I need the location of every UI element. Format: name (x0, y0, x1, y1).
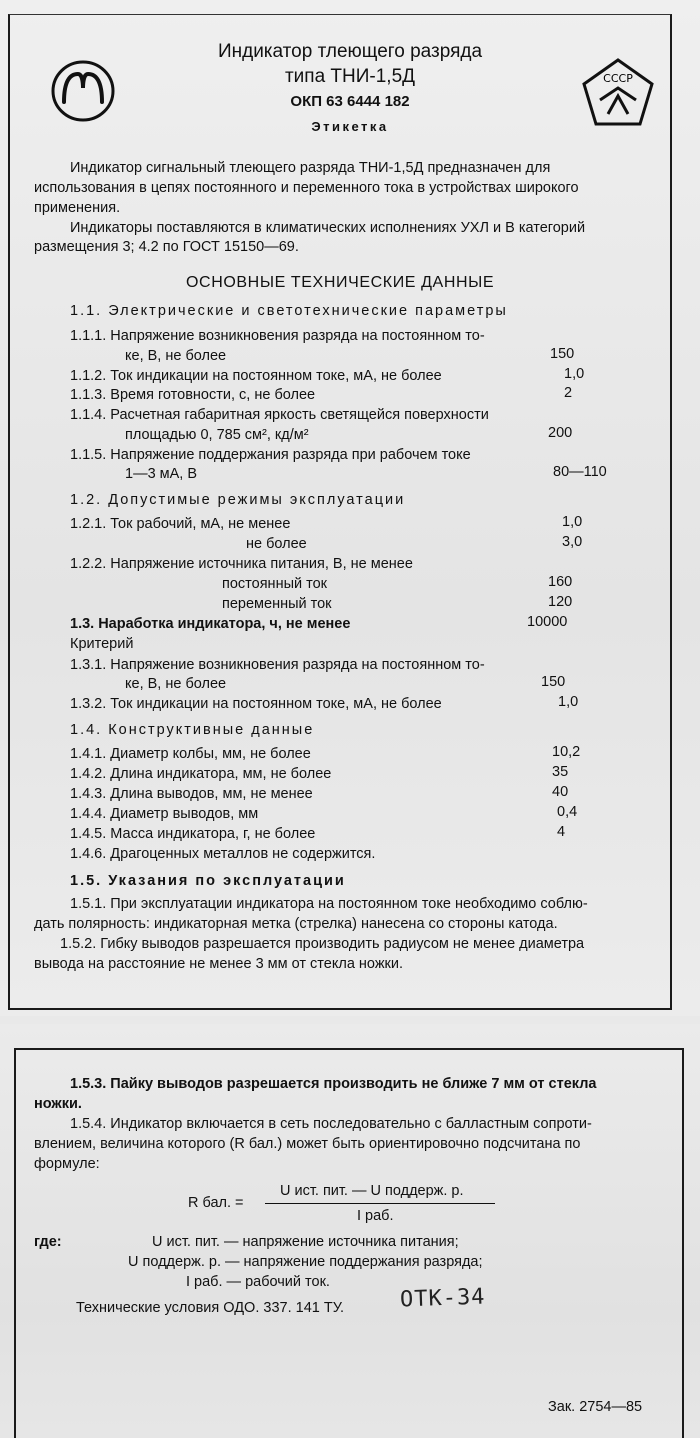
technical-conditions: Технические условия ОДО. 337. 141 ТУ. (76, 1300, 345, 1316)
definition-1: U ист. пит. — напряжение источника питания; (152, 1234, 459, 1250)
s14-item6: 1.4.6. Драгоценных металлов не содержится. (70, 846, 376, 862)
s13-item2-value: 1,0 (558, 694, 579, 710)
s12-item1b-value: 3,0 (562, 534, 583, 550)
s15-item1-line2: дать полярность: индикаторная метка (стрелка) нанесена со стороны катода. (34, 916, 558, 932)
s14-item3-value: 40 (552, 784, 569, 800)
s12-item2a-value: 160 (548, 574, 573, 590)
section-title: ОСНОВНЫЕ ТЕХНИЧЕСКИЕ ДАННЫЕ (186, 274, 495, 291)
s12-item2b-value: 120 (548, 594, 573, 610)
order-number: Зак. 2754—85 (548, 1399, 643, 1415)
s14-item3: 1.4.3. Длина выводов, мм, не менее (70, 786, 313, 802)
s15-item1-line1: 1.5.1. При эксплуатации индикатора на постоянном токе необходимо соблю- (70, 896, 588, 912)
s15-item4-line2: влением, величина которого (R бал.) может быть ориентировочно подсчитана по (34, 1136, 581, 1152)
s11-item4-line1: 1.1.4. Расчетная габаритная яркость светящейся поверхности (70, 407, 489, 423)
s15-item3-line2: ножки. (34, 1096, 82, 1112)
s11-heading: 1.1. Электрические и светотехнические параметры (70, 303, 508, 319)
definition-3: I раб. — рабочий ток. (186, 1274, 330, 1290)
label-word: Этикетка (311, 119, 389, 134)
s13-criteria: Критерий (70, 636, 134, 652)
s14-item4: 1.4.4. Диаметр выводов, мм (70, 806, 259, 822)
formula-fraction-bar (265, 1203, 495, 1204)
formula-numerator: U ист. пит. — U поддерж. р. (280, 1183, 464, 1199)
s11-item4-value: 200 (548, 425, 573, 441)
s12-item2a: постоянный ток (222, 576, 328, 592)
s14-heading: 1.4. Конструктивные данные (70, 722, 315, 738)
s14-item2-value: 35 (552, 764, 569, 780)
s15-item3-line1: 1.5.3. Пайку выводов разрешается производить не ближе 7 мм от стекла (70, 1076, 597, 1092)
s15-item4-line3: формуле: (34, 1156, 100, 1172)
s12-item1-value: 1,0 (562, 514, 583, 530)
s15-item2-line1: 1.5.2. Гибку выводов разрешается производить радиусом не менее диаметра (60, 936, 585, 952)
intro-p1-line2: использования в цепях постоянного и переменного тока в устройствах широкого (34, 180, 579, 196)
formula-denominator: I раб. (357, 1208, 394, 1224)
s13-item1-value: 150 (541, 674, 566, 690)
s11-item2-value: 1,0 (564, 366, 585, 382)
s11-item1-line2: ке, В, не более (125, 348, 227, 364)
s13-heading: 1.3. Наработка индикатора, ч, не менее (70, 616, 351, 632)
formula-lhs: R бал. = (188, 1195, 244, 1211)
s11-item5-line1: 1.1.5. Напряжение поддержания разряда при рабочем токе (70, 447, 471, 463)
definition-2: U поддерж. р. — напряжение поддержания разряда; (128, 1254, 483, 1270)
s14-item1: 1.4.1. Диаметр колбы, мм, не более (70, 746, 311, 762)
intro-p1-line1: Индикатор сигнальный тлеющего разряда ТНИ-1,5Д предназначен для (70, 160, 551, 176)
s11-item4-line2: площадью 0, 785 см², кд/м² (125, 427, 309, 443)
intro-p1-line3: применения. (34, 200, 121, 216)
s12-item1: 1.2.1. Ток рабочий, мА, не менее (70, 516, 291, 532)
s13-item1-line2: ке, В, не более (125, 676, 227, 692)
title-line-2: типа ТНИ-1,5Д (284, 66, 416, 87)
s15-item2-line2: вывода на расстояние не менее 3 мм от стекла ножки. (34, 956, 403, 972)
s15-item4-line1: 1.5.4. Индикатор включается в сеть последовательно с балластным сопроти- (70, 1116, 592, 1132)
s15-heading: 1.5. Указания по эксплуатации (70, 873, 346, 889)
s13-item1-line1: 1.3.1. Напряжение возникновения разряда на постоянном то- (70, 657, 485, 673)
intro-p2-line2: размещения 3; 4.2 по ГОСТ 15150—69. (34, 239, 299, 255)
s11-item2: 1.1.2. Ток индикации на постоянном токе, мА, не более (70, 368, 442, 384)
s14-item5: 1.4.5. Масса индикатора, г, не более (70, 826, 316, 842)
intro-p2-line1: Индикаторы поставляются в климатических исполнениях УХЛ и В категорий (70, 220, 586, 236)
s14-item5-value: 4 (557, 824, 566, 840)
s14-item2: 1.4.2. Длина индикатора, мм, не более (70, 766, 332, 782)
title-line-1: Индикатор тлеющего разряда (217, 41, 483, 62)
s11-item1-value: 150 (550, 346, 575, 362)
otk-stamp: ОТК-34 (399, 1284, 486, 1313)
s12-heading: 1.2. Допустимые режимы эксплуатации (70, 492, 406, 508)
s12-item2b: переменный ток (222, 596, 332, 612)
s11-item3: 1.1.3. Время готовности, с, не более (70, 387, 316, 403)
s13-heading-value: 10000 (527, 614, 568, 630)
s14-item1-value: 10,2 (552, 744, 581, 760)
okp-code: ОКП 63 6444 182 (290, 93, 410, 110)
s11-item5-line2: 1—3 мА, В (125, 466, 198, 482)
s13-item2: 1.3.2. Ток индикации на постоянном токе, мА, не более (70, 696, 442, 712)
s12-item2: 1.2.2. Напряжение источника питания, В, не менее (70, 556, 413, 572)
s11-item3-value: 2 (564, 385, 573, 401)
where-label: где: (34, 1234, 62, 1250)
s14-item4-value: 0,4 (557, 804, 578, 820)
quality-mark-text: СССР (603, 72, 633, 85)
s11-item1-line1: 1.1.1. Напряжение возникновения разряда на постоянном то- (70, 328, 485, 344)
s12-item1b: не более (246, 536, 307, 552)
s11-item5-value: 80—110 (553, 464, 607, 480)
